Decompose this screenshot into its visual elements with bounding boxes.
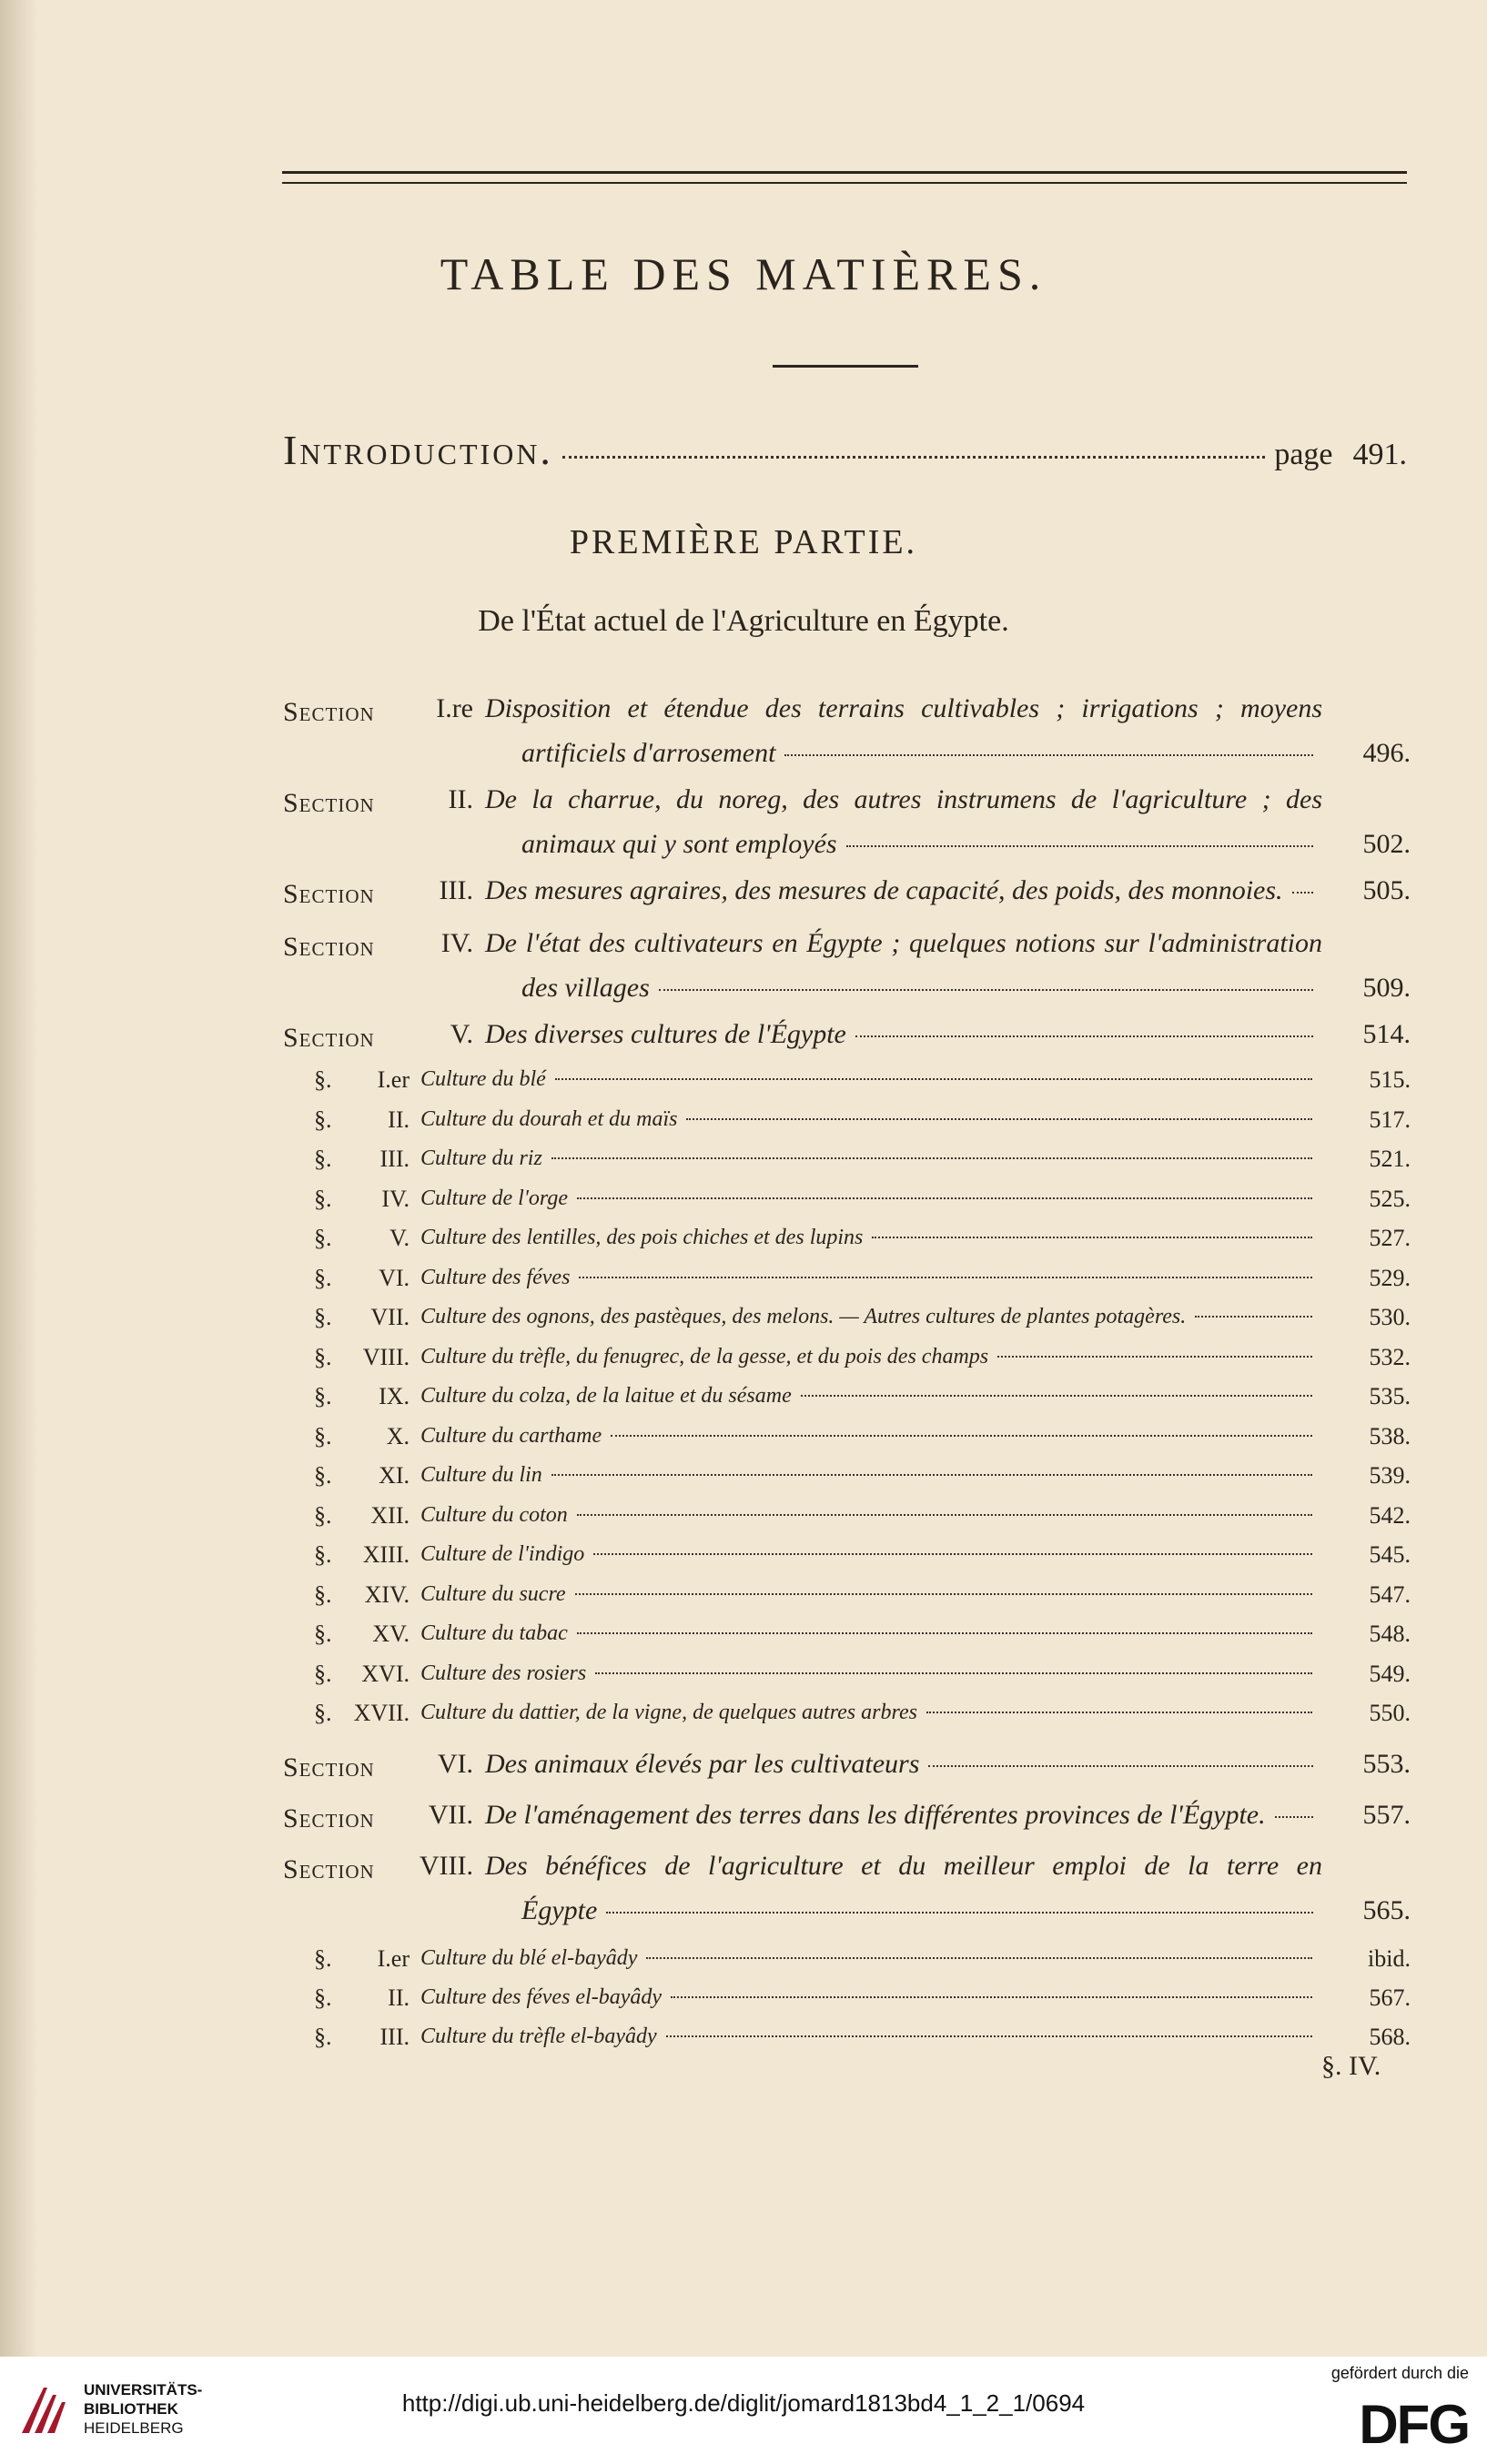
paragraph-entry	[420, 1107, 1321, 1132]
section-number: II.	[448, 784, 473, 814]
paragraph-title: Culture du riz	[420, 1146, 542, 1170]
intro-entry	[283, 426, 1407, 480]
section-title-line-1	[485, 1742, 1322, 1786]
dot-leader	[1292, 892, 1313, 894]
paragraph-entry	[420, 1226, 1321, 1250]
section-title	[485, 1012, 1322, 1056]
paragraph-title: Culture de l'indigo	[420, 1542, 585, 1566]
catchword: §. IV.	[1321, 2051, 1381, 2081]
paragraph-title: Culture du blé el-bayâdy	[420, 1946, 638, 1970]
dot-leader	[593, 1553, 1312, 1555]
paragraph-number: III.	[379, 2024, 410, 2050]
paragraph-title: Culture du carthame	[420, 1423, 602, 1448]
top-rule-thin	[282, 182, 1407, 184]
dot-leader	[562, 456, 1265, 459]
section-title-line-2-text: animaux qui y sont employés	[521, 829, 837, 859]
section-page: 557.	[1362, 1800, 1411, 1830]
section-page: 496.	[1362, 738, 1411, 768]
section-label: Section	[283, 879, 375, 909]
paragraph-title: Culture du tabac	[420, 1621, 568, 1645]
section-title-line-2	[485, 1888, 1322, 1933]
paragraph-symbol: §.	[314, 1422, 332, 1449]
section-title-line-1	[485, 1792, 1322, 1837]
section-page: 505.	[1362, 875, 1411, 905]
section-number: VII.	[428, 1800, 473, 1830]
paragraph-entry	[420, 1345, 1321, 1369]
dfg-logo: DFG	[1359, 2394, 1469, 2455]
section-title	[485, 921, 1322, 1010]
paragraph-entry	[420, 1985, 1321, 2010]
paragraph-entry	[420, 1582, 1321, 1607]
dot-leader	[551, 1474, 1312, 1476]
library-line-1: UNIVERSITÄTS-	[84, 2381, 203, 2398]
paragraph-entry	[420, 1424, 1321, 1449]
dot-leader	[577, 1197, 1312, 1199]
dot-leader	[928, 1765, 1313, 1767]
paragraph-number: IX.	[379, 1383, 410, 1409]
paragraph-symbol: §.	[314, 1185, 332, 1212]
paragraph-number: X.	[386, 1422, 410, 1449]
dot-leader	[926, 1712, 1312, 1713]
paragraph-number: XII.	[370, 1501, 410, 1529]
part-subtitle: De l'État actuel de l'Agriculture en Égypte.	[478, 604, 1009, 638]
paragraph-page: 547.	[1369, 1580, 1411, 1608]
part-title: PREMIÈRE PARTIE.	[569, 523, 918, 561]
paragraph-page: 530.	[1369, 1304, 1411, 1330]
dot-leader	[579, 1277, 1312, 1278]
section-title	[485, 777, 1322, 866]
dot-leader	[606, 1912, 1313, 1914]
paragraph-title: Culture du colza, de la laitue et du sésame	[420, 1384, 792, 1408]
paragraph-number: XIII.	[362, 1541, 410, 1568]
dot-leader	[666, 2035, 1312, 2037]
section-label: Section	[283, 1803, 375, 1833]
paragraph-page: 538.	[1369, 1422, 1411, 1449]
paragraph-entry	[420, 1701, 1321, 1725]
section-title-line-2-text: des villages	[521, 973, 650, 1003]
paragraph-symbol: §.	[314, 1660, 332, 1687]
dot-leader	[575, 1593, 1312, 1595]
section-number: V.	[450, 1019, 473, 1049]
paragraph-entry	[420, 1542, 1321, 1567]
section-number: III.	[439, 875, 473, 905]
paragraph-symbol: §.	[314, 1383, 332, 1409]
section-label: Section	[283, 1752, 375, 1782]
section-page: 509.	[1362, 973, 1411, 1003]
paragraph-title: Culture du blé	[420, 1067, 546, 1091]
paragraph-title: Culture du trèfle, du fenugrec, de la gesse, et du pois des champs	[420, 1344, 989, 1368]
paragraph-entry	[420, 1146, 1321, 1171]
paragraph-number: XV.	[372, 1621, 410, 1647]
paragraph-page: 517.	[1369, 1106, 1411, 1133]
section-number: VI.	[437, 1749, 473, 1779]
paragraph-title: Culture des lentilles, des pois chiches et des lupins	[420, 1226, 864, 1249]
paragraph-entry	[420, 1305, 1321, 1329]
paragraph-number: I.er	[377, 1945, 410, 1972]
paragraph-entry	[420, 1661, 1321, 1686]
paragraph-page: 529.	[1369, 1264, 1411, 1291]
paragraph-page: 532.	[1369, 1343, 1411, 1370]
section-title-line-2	[485, 965, 1322, 1010]
dot-leader	[611, 1435, 1312, 1437]
paragraph-symbol: §.	[314, 1146, 332, 1172]
section-title-line-1-text: Des diverses cultures de l'Égypte	[485, 1019, 846, 1049]
section-title-line-1: De l'état des cultivateurs en Égypte ; quelques notions sur l'administration	[485, 928, 1322, 958]
section-title-line-1: Des bénéfices de l'agriculture et du meilleur emploi de la terre en	[485, 1851, 1322, 1881]
paragraph-title: Culture du trèfle el-bayâdy	[420, 2025, 657, 2048]
dot-leader	[1195, 1316, 1312, 1318]
paragraph-page: 567.	[1369, 1984, 1411, 2011]
paragraph-title: Culture des féves	[420, 1265, 571, 1289]
dot-leader	[551, 1157, 1312, 1159]
dot-leader	[1275, 1816, 1313, 1818]
dot-leader	[686, 1118, 1312, 1120]
dot-leader	[577, 1514, 1312, 1516]
paragraph-entry	[420, 1067, 1321, 1092]
dot-leader	[846, 845, 1313, 847]
dot-leader	[555, 1078, 1312, 1080]
section-title	[485, 868, 1322, 913]
paragraph-page: 568.	[1369, 2024, 1411, 2050]
paragraph-symbol: §.	[314, 1945, 332, 1972]
paragraph-number: I.er	[377, 1066, 410, 1093]
section-page: 502.	[1362, 829, 1411, 859]
intro-page: 491.	[1352, 438, 1407, 471]
dot-leader	[595, 1672, 1312, 1674]
paragraph-symbol: §.	[314, 1541, 332, 1568]
section-title	[485, 1792, 1322, 1837]
paragraph-title: Culture de l'orge	[420, 1186, 568, 1210]
dot-leader	[646, 1957, 1312, 1959]
paragraph-symbol: §.	[314, 1462, 332, 1489]
dot-leader	[577, 1632, 1312, 1634]
paragraph-number: XVII.	[353, 1700, 410, 1726]
paragraph-entry	[420, 1187, 1321, 1211]
paragraph-page: 550.	[1369, 1700, 1411, 1726]
paragraph-entry	[420, 1266, 1321, 1290]
paragraph-page: 525.	[1369, 1185, 1411, 1212]
paragraph-page: 548.	[1369, 1621, 1411, 1647]
paragraph-page: 527.	[1369, 1225, 1411, 1251]
dot-leader	[801, 1395, 1312, 1397]
section-label: Section	[283, 932, 375, 962]
section-number: IV.	[440, 928, 473, 958]
paragraph-title: Culture du dourah et du maïs	[420, 1106, 678, 1131]
paragraph-symbol: §.	[314, 1580, 332, 1608]
paragraph-number: III.	[379, 1146, 410, 1172]
page-title: TABLE DES MATIÈRES.	[440, 248, 1047, 299]
section-title-line-2-text: artificiels d'arrosement	[521, 738, 776, 768]
paragraph-title: Culture des rosiers	[420, 1661, 587, 1685]
paragraph-symbol: §.	[314, 2024, 332, 2050]
paragraph-number: IV.	[381, 1185, 410, 1212]
library-line-3: HEIDELBERG	[84, 2419, 184, 2437]
section-label: Section	[283, 1023, 375, 1053]
dot-leader	[671, 1996, 1312, 1998]
paragraph-title: Culture du lin	[420, 1463, 542, 1487]
dot-leader	[784, 754, 1313, 756]
library-line-2: BIBLIOTHEK	[84, 2400, 178, 2418]
paragraph-entry	[420, 1946, 1321, 1971]
paragraph-title: Culture des ognons, des pastèques, des melons. — Autres cultures de plantes potagères.	[420, 1305, 1187, 1328]
paragraph-symbol: §.	[314, 1343, 332, 1370]
paragraph-page: 521.	[1369, 1146, 1411, 1172]
source-url-link[interactable]: http://digi.ub.uni-heidelberg.de/diglit/jomard1813bd4_1_2_1/0694	[401, 2389, 1086, 2417]
paragraph-title: Culture des féves el-bayâdy	[420, 1985, 663, 2009]
section-title-line-1-text: Des animaux élevés par les cultivateurs	[485, 1749, 920, 1779]
section-label: Section	[283, 1854, 375, 1884]
paragraph-symbol: §.	[314, 1225, 332, 1251]
section-title-line-1: Disposition et étendue des terrains cultivables ; irrigations ; moyens	[485, 693, 1322, 723]
dot-leader	[872, 1237, 1312, 1238]
dot-leader	[855, 1035, 1313, 1037]
section-title-line-2	[485, 731, 1322, 775]
paragraph-entry	[420, 2025, 1321, 2049]
title-rule	[773, 365, 918, 368]
paragraph-number: VIII.	[362, 1343, 410, 1370]
paragraph-entry	[420, 1463, 1321, 1488]
paragraph-number: II.	[388, 1106, 410, 1133]
paragraph-page: 515.	[1369, 1066, 1411, 1093]
section-label: Section	[283, 788, 375, 818]
section-title-line-1	[485, 1012, 1322, 1056]
intro-label: Introduction.	[283, 427, 553, 473]
section-title	[485, 1742, 1322, 1786]
paragraph-page: ibid.	[1368, 1945, 1411, 1972]
paragraph-symbol: §.	[314, 1304, 332, 1330]
paragraph-entry	[420, 1503, 1321, 1528]
intro-page-word: page	[1274, 438, 1333, 471]
paragraph-number: XI.	[379, 1462, 410, 1489]
section-label: Section	[283, 697, 375, 727]
paragraph-page: 539.	[1369, 1462, 1411, 1489]
paragraph-title: Culture du dattier, de la vigne, de quelques autres arbres	[420, 1701, 917, 1724]
paragraph-page: 542.	[1369, 1501, 1411, 1529]
paragraph-entry	[420, 1621, 1321, 1646]
paragraph-symbol: §.	[314, 1066, 332, 1093]
section-title-line-1: De la charrue, du noreg, des autres instrumens de l'agriculture ; des	[485, 784, 1322, 814]
section-page: 514.	[1362, 1019, 1411, 1049]
paragraph-title: Culture du sucre	[420, 1581, 566, 1606]
section-title-line-2	[485, 822, 1322, 866]
paragraph-entry	[420, 1384, 1321, 1409]
section-title-line-2-text: Égypte	[521, 1895, 598, 1925]
paragraph-page: 549.	[1369, 1660, 1411, 1687]
funded-by-text: gefördert durch die	[1330, 2364, 1469, 2382]
paragraph-symbol: §.	[314, 1106, 332, 1133]
paragraph-page: 535.	[1369, 1383, 1411, 1409]
paragraph-number: VI.	[379, 1264, 410, 1291]
section-page: 553.	[1362, 1749, 1411, 1779]
paragraph-number: II.	[388, 1984, 410, 2011]
section-title	[485, 1843, 1322, 1933]
section-page: 565.	[1362, 1895, 1411, 1925]
dot-leader	[659, 989, 1313, 991]
section-number: VIII.	[419, 1851, 473, 1881]
paragraph-symbol: §.	[314, 1984, 332, 2011]
paragraph-page: 545.	[1369, 1541, 1411, 1568]
paragraph-symbol: §.	[314, 1264, 332, 1291]
section-number: I.re	[436, 693, 473, 723]
paragraph-number: XIV.	[364, 1580, 410, 1608]
top-rule-thick	[282, 171, 1407, 174]
paragraph-symbol: §.	[314, 1621, 332, 1647]
section-title-line-1-text: De l'aménagement des terres dans les différentes provinces de l'Égypte.	[485, 1800, 1266, 1830]
section-title-line-1-text: Des mesures agraires, des mesures de capacité, des poids, des monnoies.	[485, 875, 1283, 905]
paragraph-number: VII.	[370, 1304, 410, 1330]
paragraph-number: V.	[389, 1225, 410, 1251]
section-title-line-1	[485, 868, 1322, 913]
footer-bar	[0, 2357, 1487, 2464]
dot-leader	[997, 1356, 1312, 1358]
paragraph-number: XVI.	[361, 1660, 410, 1687]
section-title	[485, 686, 1322, 775]
paragraph-symbol: §.	[314, 1501, 332, 1529]
paragraph-title: Culture du coton	[420, 1502, 568, 1527]
paragraph-symbol: §.	[314, 1700, 332, 1726]
